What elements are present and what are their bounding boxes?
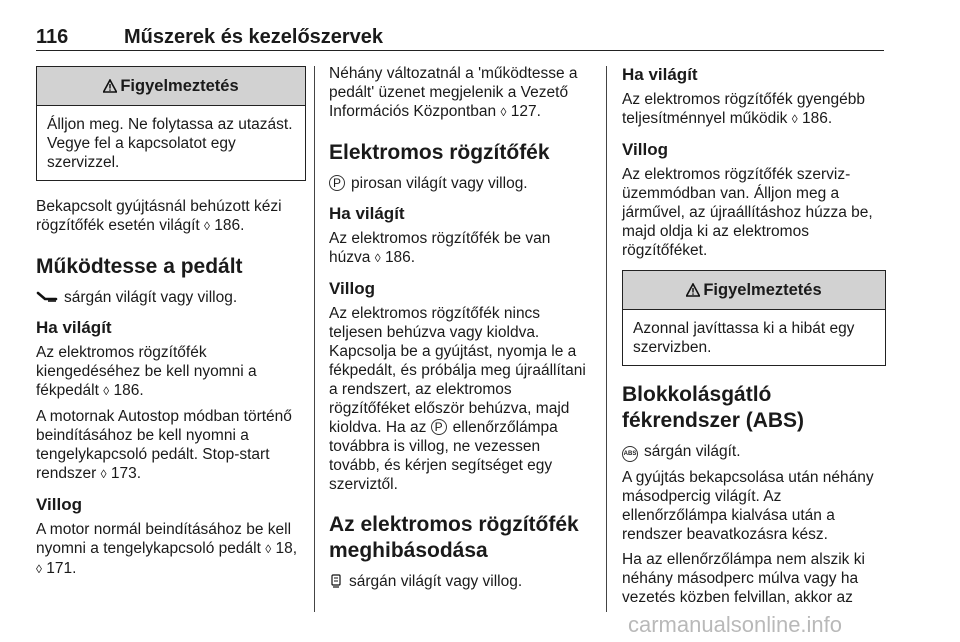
brake-fault-icon — [329, 574, 343, 588]
indicator-desc: P pirosan világít vagy villog. — [329, 174, 595, 193]
section-heading: Elektromos rögzítőfék — [329, 141, 550, 164]
paragraph: Néhány változatnál a 'működtesse a pedált' üzenet megjelenik a Vezető Információs Központban ◊ 127. — [329, 65, 578, 120]
indicator-desc: sárgán világít vagy villog. — [329, 572, 595, 591]
paragraph: Bekapcsolt gyújtásnál behúzott kézi rögzítőfék esetén világít ◊ 186. — [36, 198, 282, 234]
section-heading: Az elektromos rögzítőfék meghibásodása — [329, 513, 579, 562]
column-3 — [622, 64, 886, 613]
page-title: Műszerek és kezelőszervek — [124, 26, 384, 48]
subheading: Ha világít — [329, 204, 405, 223]
ref-arrow-icon: ◊ — [100, 467, 107, 481]
ref-arrow-icon: ◊ — [265, 542, 272, 556]
indicator-desc: sárgán világít vagy villog. — [36, 288, 306, 307]
paragraph: Az elektromos rögzítőfék kiengedéséhez be kell nyomni a fékpedált ◊ 186. — [36, 344, 257, 399]
subheading: Villog — [329, 279, 375, 298]
epb-icon: P — [431, 419, 447, 435]
warning-header — [37, 67, 305, 106]
column-2 — [329, 64, 595, 597]
warning-title: Figyelmeztetés — [703, 280, 822, 299]
epb-icon: P — [329, 175, 345, 191]
paragraph: A motor normál beindításához be kell nyomni a tengelykapcsoló pedált ◊ 18, ◊ 171. — [36, 521, 298, 577]
watermark: carmanualsonline.info — [628, 612, 843, 637]
warning-box — [622, 270, 886, 366]
abs-icon: ABS — [622, 446, 638, 462]
paragraph: Az elektromos rögzítőfék nincs teljesen behúzva vagy kioldva. Kapcsolja be a gyújtást, nyomja le a fékpedált, és próbálja meg újraállítani a rendszert, az elektromos rögzítőféket először behúzva, majd kioldva. Ha az P ellenőrzőlámpa továbbra is villog, ne vezessen tovább, és kérjen segítséget egy szerviztől. — [329, 305, 586, 493]
warning-box — [36, 66, 306, 181]
paragraph: Az elektromos rögzítőfék gyengébb teljesítménnyel működik ◊ 186. — [622, 91, 865, 127]
warning-title: Figyelmeztetés — [120, 76, 239, 95]
warning-text: Azonnal javíttassa ki a hibát egy szervizben. — [633, 320, 855, 356]
press-pedal-icon — [36, 291, 58, 303]
paragraph: A gyújtás bekapcsolása után néhány másodpercig világít. Az ellenőrzőlámpa kialvása után a rendszer beavatkozásra kész. — [622, 469, 874, 543]
column-1 — [36, 64, 306, 585]
subheading: Villog — [36, 495, 82, 514]
section-heading: Működtesse a pedált — [36, 255, 243, 278]
page-number: 116 — [36, 26, 69, 48]
warning-triangle-icon — [686, 283, 700, 297]
column-divider — [606, 66, 607, 612]
ref-arrow-icon: ◊ — [500, 105, 507, 119]
paragraph: Ha az ellenőrzőlámpa nem alszik ki néhány másodperc múlva vagy ha vezetés közben felvillan, akkor az — [622, 551, 865, 606]
ref-arrow-icon: ◊ — [103, 384, 110, 398]
column-divider — [314, 66, 315, 612]
indicator-desc: ABS sárgán világít. — [623, 443, 741, 460]
paragraph: Az elektromos rögzítőfék be van húzva ◊ 186. — [329, 230, 551, 266]
subheading: Ha világít — [36, 318, 112, 337]
ref-arrow-icon: ◊ — [374, 251, 381, 265]
subheading: Ha világít — [622, 65, 698, 84]
paragraph: A motornak Autostop módban történő beindításához be kell nyomni a tengelykapcsoló pedált. Stop-start rendszer ◊ 173. — [36, 408, 292, 482]
warning-triangle-icon — [103, 79, 117, 93]
ref-arrow-icon: ◊ — [204, 219, 210, 233]
ref-arrow-icon: ◊ — [36, 562, 42, 576]
section-heading: Blokkolásgátló fékrendszer (ABS) — [622, 383, 805, 432]
paragraph: Az elektromos rögzítőfék szerviz-üzemmódban van. Álljon meg a járművel, az újraállításhoz húzza be, majd oldja ki az elektromos rögzítőféket. — [622, 166, 873, 259]
warning-header — [623, 271, 885, 310]
subheading: Villog — [622, 140, 668, 159]
page-header — [36, 26, 884, 50]
header-rule — [36, 50, 884, 51]
warning-text: Álljon meg. Ne folytassa az utazást. Vegye fel a kapcsolatot egy szervizzel. — [47, 116, 293, 171]
ref-arrow-icon: ◊ — [791, 112, 798, 126]
